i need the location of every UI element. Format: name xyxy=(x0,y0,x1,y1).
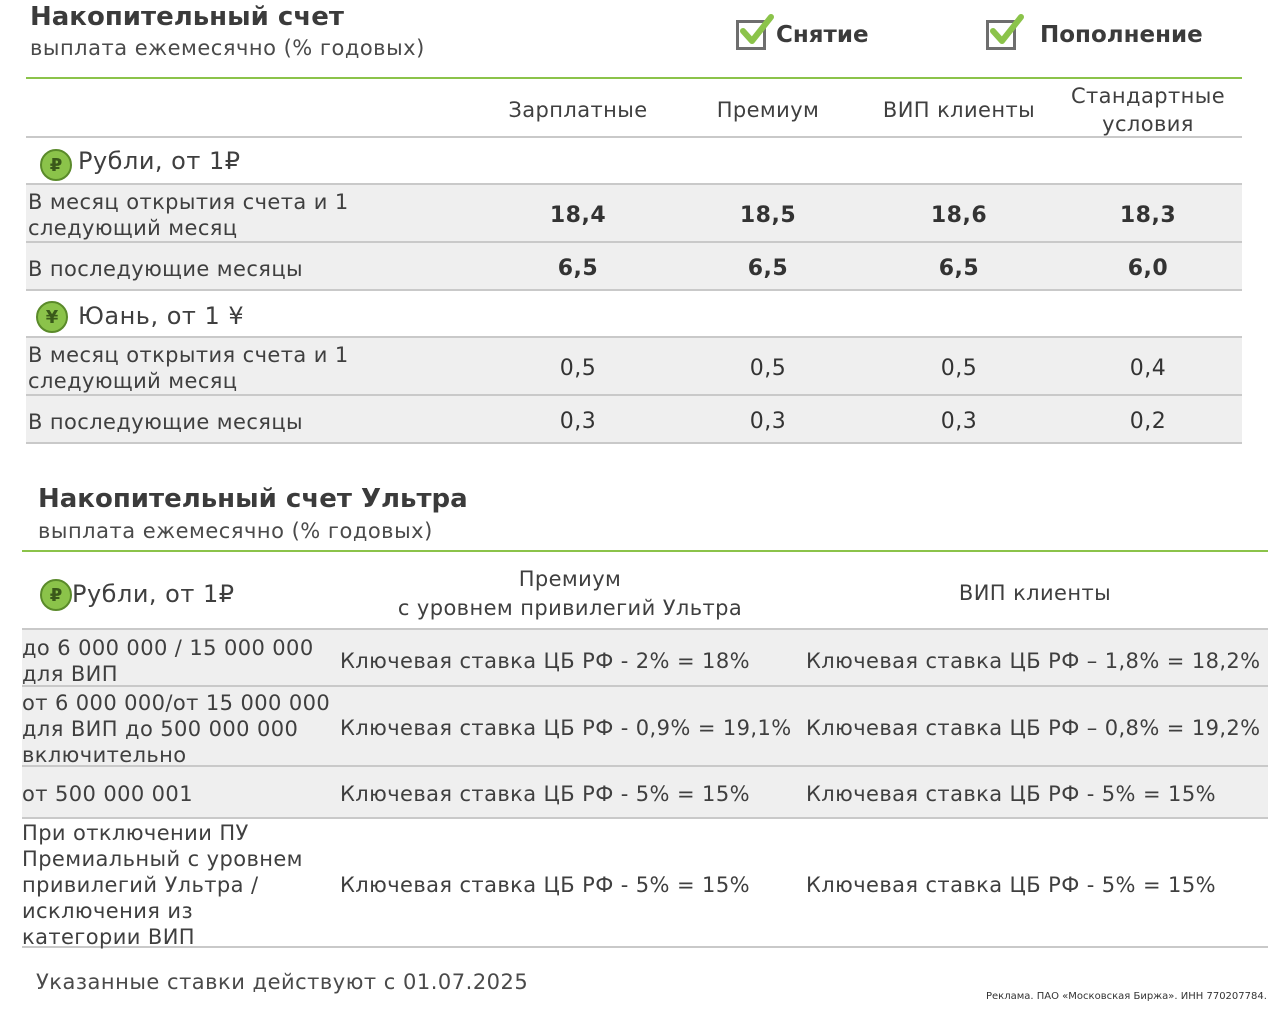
rate-value: 0,5 xyxy=(940,356,978,381)
ruble-coin-icon: ₽ xyxy=(40,149,72,181)
row-label: В месяц открытия счета и 1 следующий месяц xyxy=(28,343,349,393)
rate-value: 6,5 xyxy=(938,256,980,281)
premium-rate: Ключевая ставка ЦБ РФ - 5% = 15% xyxy=(340,782,750,806)
col-salary: Зарплатные xyxy=(508,98,648,122)
ad-disclaimer: Реклама. ПАО «Московская Биржа». ИНН 770207784. xyxy=(986,991,1267,1002)
section2-subtitle: выплата ежемесячно (% годовых) xyxy=(38,519,433,543)
row-label: до 6 000 000 / 15 000 000 для ВИП xyxy=(22,636,314,686)
row-label: В последующие месяцы xyxy=(28,257,304,281)
section2-title: Накопительный счет Ультра xyxy=(38,484,468,514)
rate-value: 6,5 xyxy=(557,256,599,281)
col-vip: ВИП клиенты xyxy=(882,98,1036,122)
col-premium-ultra-line2: с уровнем привилегий Ультра xyxy=(397,596,743,620)
premium-rate: Ключевая ставка ЦБ РФ - 5% = 15% xyxy=(340,873,750,897)
ultra-rub-label: Рубли, от 1₽ xyxy=(72,580,235,608)
rate-value: 0,3 xyxy=(749,409,787,434)
withdrawal-option xyxy=(736,20,869,50)
vip-rate: Ключевая ставка ЦБ РФ - 5% = 15% xyxy=(806,782,1216,806)
section1-subtitle: выплата ежемесячно (% годовых) xyxy=(30,36,425,60)
vip-rate: Ключевая ставка ЦБ РФ – 0,8% = 19,2% xyxy=(806,716,1261,740)
ruble-coin-icon: ₽ xyxy=(40,579,72,611)
col-premium-ultra-line1: Премиум xyxy=(518,567,622,591)
yuan-coin-icon: ¥ xyxy=(36,301,68,333)
row-label: от 500 000 001 xyxy=(22,782,193,806)
validity-note: Указанные ставки действуют с 01.07.2025 xyxy=(36,970,529,994)
vip-rate: Ключевая ставка ЦБ РФ – 1,8% = 18,2% xyxy=(806,649,1261,673)
topup-option xyxy=(986,20,1203,50)
rate-value: 0,3 xyxy=(559,409,597,434)
rate-value: 18,5 xyxy=(739,203,797,228)
row-label: В последующие месяцы xyxy=(28,410,304,434)
topup-label: Пополнение xyxy=(1040,22,1203,48)
rate-value: 0,2 xyxy=(1129,409,1167,434)
rate-value: 0,5 xyxy=(749,356,787,381)
rate-value: 0,4 xyxy=(1129,356,1167,381)
premium-rate: Ключевая ставка ЦБ РФ - 2% = 18% xyxy=(340,649,750,673)
col-premium: Премиум xyxy=(716,98,820,122)
rate-value: 6,5 xyxy=(747,256,789,281)
checkbox-checked-icon xyxy=(986,20,1016,50)
cny-section-label: Юань, от 1 ¥ xyxy=(78,302,245,330)
col-standard: Стандартные условия xyxy=(1070,84,1226,136)
rub-section-label: Рубли, от 1₽ xyxy=(78,147,241,175)
premium-rate: Ключевая ставка ЦБ РФ - 0,9% = 19,1% xyxy=(340,716,792,740)
rate-value: 6,0 xyxy=(1127,256,1169,281)
row-label: В месяц открытия счета и 1 следующий месяц xyxy=(28,190,349,240)
row-label: от 6 000 000/от 15 000 000 для ВИП до 500 000 000 включительно xyxy=(22,691,331,767)
vip-rate: Ключевая ставка ЦБ РФ - 5% = 15% xyxy=(806,873,1216,897)
row-label: При отключении ПУ Премиальный с уровнем привилегий Ультра / исключения из категории ВИП xyxy=(22,821,303,949)
rate-value: 18,3 xyxy=(1119,203,1177,228)
withdrawal-label: Снятие xyxy=(776,22,869,48)
checkbox-checked-icon xyxy=(736,20,766,50)
rate-value: 18,4 xyxy=(549,203,607,228)
col-vip-ultra: ВИП клиенты xyxy=(958,581,1112,605)
section1-title: Накопительный счет xyxy=(30,2,344,32)
rate-value: 0,5 xyxy=(559,356,597,381)
rate-value: 0,3 xyxy=(940,409,978,434)
rate-value: 18,6 xyxy=(930,203,988,228)
